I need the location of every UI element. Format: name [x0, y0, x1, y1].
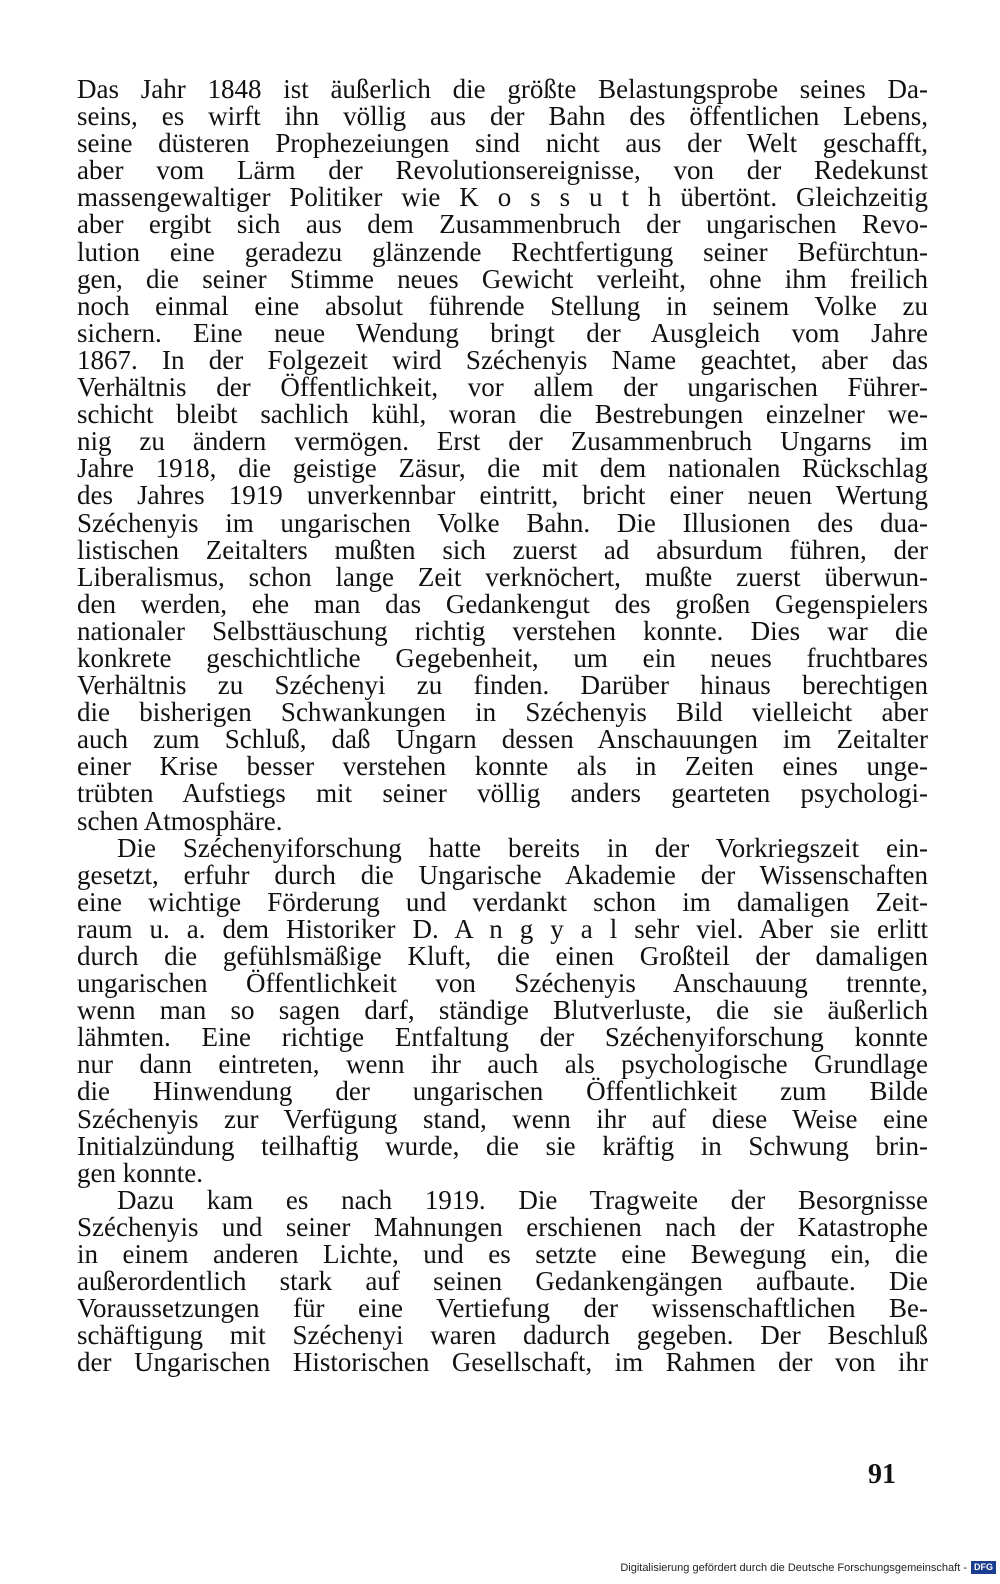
digitization-footer — [620, 1561, 996, 1574]
text-line: massengewaltiger Politiker wie K o s s u t h übertönt. Gleichzeitig — [77, 182, 928, 213]
text-line: Széchenyis und seiner Mahnungen erschienen nach der Katastrophe — [77, 1211, 928, 1242]
text-line: in einem anderen Lichte, und es setzte eine Bewegung ein, die — [77, 1239, 928, 1270]
text-line: noch einmal eine absolut führende Stellung in seinem Volke zu — [77, 290, 928, 321]
body-text — [77, 76, 928, 1377]
text-line: gen konnte. — [77, 1157, 203, 1188]
text-line: Széchenyis zur Verfügung stand, wenn ihr auf diese Weise eine — [77, 1103, 928, 1134]
text-line: Die Széchenyiforschung hatte bereits in der Vorkriegszeit ein- — [117, 832, 928, 863]
text-line: Voraussetzungen für eine Vertiefung der wissenschaftlichen Be- — [77, 1293, 928, 1324]
text-line: des Jahres 1919 unverkennbar eintritt, bricht einer neuen Wertung — [77, 480, 928, 511]
text-line: durch die gefühlsmäßige Kluft, die einen Großteil der damaligen — [77, 941, 928, 971]
text-line: gen, die seiner Stimme neues Gewicht verleiht, ohne ihm freilich — [77, 263, 928, 294]
text-line: der Ungarischen Historischen Gesellschaft, im Rahmen der von ihr — [77, 1347, 928, 1378]
text-line: Széchenyis im ungarischen Volke Bahn. Die Illusionen des dua- — [77, 507, 928, 538]
text-line: den werden, ehe man das Gedankengut des großen Gegenspielers — [77, 588, 928, 619]
text-line: sichern. Eine neue Wendung bringt der Ausgleich vom Jahre — [77, 317, 928, 348]
text-line: seins, es wirft ihn völlig aus der Bahn des öffentlichen Lebens, — [77, 101, 928, 132]
text-line: einer Krise besser verstehen konnte als in Zeiten eines unge- — [77, 751, 928, 782]
text-line: Das Jahr 1848 ist äußerlich die größte Belastungsprobe seines Da- — [77, 74, 928, 104]
page-number: 91 — [868, 1459, 896, 1490]
text-line: die bisherigen Schwankungen in Széchenyis Bild vielleicht aber — [77, 697, 928, 728]
text-line: seine düsteren Prophezeiungen sind nicht aus der Welt geschafft, — [77, 128, 928, 159]
text-line: Dazu kam es nach 1919. Die Tragweite der Besorgnisse — [117, 1184, 928, 1215]
text-line: schicht bleibt sachlich kühl, woran die Bestrebungen einzelner we- — [77, 399, 928, 430]
text-line: raum u. a. dem Historiker D. A n g y a l sehr viel. Aber sie erlitt — [77, 913, 928, 944]
text-line: die Hinwendung der ungarischen Öffentlichkeit zum Bilde — [77, 1076, 928, 1107]
text-line: Jahre 1918, die geistige Zäsur, die mit dem nationalen Rückschlag — [77, 453, 928, 484]
text-line: ungarischen Öffentlichkeit von Széchenyis Anschauung trennte, — [77, 968, 928, 999]
text-line: lähmten. Eine richtige Entfaltung der Széchenyiforschung konnte — [77, 1022, 928, 1053]
text-line: wenn man so sagen darf, ständige Blutverluste, die sie äußerlich — [77, 995, 928, 1026]
text-line: eine wichtige Förderung und verdankt schon im damaligen Zeit- — [77, 886, 928, 917]
text-line: trübten Aufstiegs mit seiner völlig anders gearteten psychologi- — [77, 778, 928, 809]
text-line: aber ergibt sich aus dem Zusammenbruch der ungarischen Revo- — [77, 209, 928, 240]
text-line: 1867. In der Folgezeit wird Széchenyis Name geachtet, aber das — [77, 344, 928, 375]
text-line: nig zu ändern vermögen. Erst der Zusammenbruch Ungarns im — [77, 426, 928, 457]
dfg-logo: DFG — [971, 1561, 996, 1574]
text-line: Liberalismus, schon lange Zeit verknöchert, mußte zuerst überwun- — [77, 561, 928, 592]
text-line: schen Atmosphäre. — [77, 805, 283, 836]
footer-text: Digitalisierung gefördert durch die Deutsche Forschungsgemeinschaft - — [620, 1561, 967, 1574]
text-line: Verhältnis zu Széchenyi zu finden. Darüber hinaus berechtigen — [77, 670, 928, 701]
text-line: nur dann eintreten, wenn ihr auch als psychologische Grundlage — [77, 1049, 928, 1080]
text-line: Initialzündung teilhaftig wurde, die sie kräftig in Schwung brin- — [77, 1130, 928, 1161]
text-line: listischen Zeitalters mußten sich zuerst ad absurdum führen, der — [77, 534, 928, 565]
text-line: gesetzt, erfuhr durch die Ungarische Akademie der Wissenschaften — [77, 859, 928, 890]
text-line: schäftigung mit Széchenyi waren dadurch gegeben. Der Beschluß — [77, 1320, 928, 1351]
text-line: aber vom Lärm der Revolutionsereignisse, von der Redekunst — [77, 155, 928, 186]
text-line: konkrete geschichtliche Gegebenheit, um ein neues fruchtbares — [77, 642, 928, 673]
text-line: lution eine geradezu glänzende Rechtfertigung seiner Befürchtun- — [77, 236, 928, 267]
text-line: außerordentlich stark auf seinen Gedankengängen aufbaute. Die — [77, 1266, 928, 1297]
text-line: auch zum Schluß, daß Ungarn dessen Anschauungen im Zeitalter — [77, 724, 928, 755]
text-line: Verhältnis der Öffentlichkeit, vor allem der ungarischen Führer- — [77, 372, 928, 403]
text-line: nationaler Selbsttäuschung richtig verstehen konnte. Dies war die — [77, 615, 928, 646]
